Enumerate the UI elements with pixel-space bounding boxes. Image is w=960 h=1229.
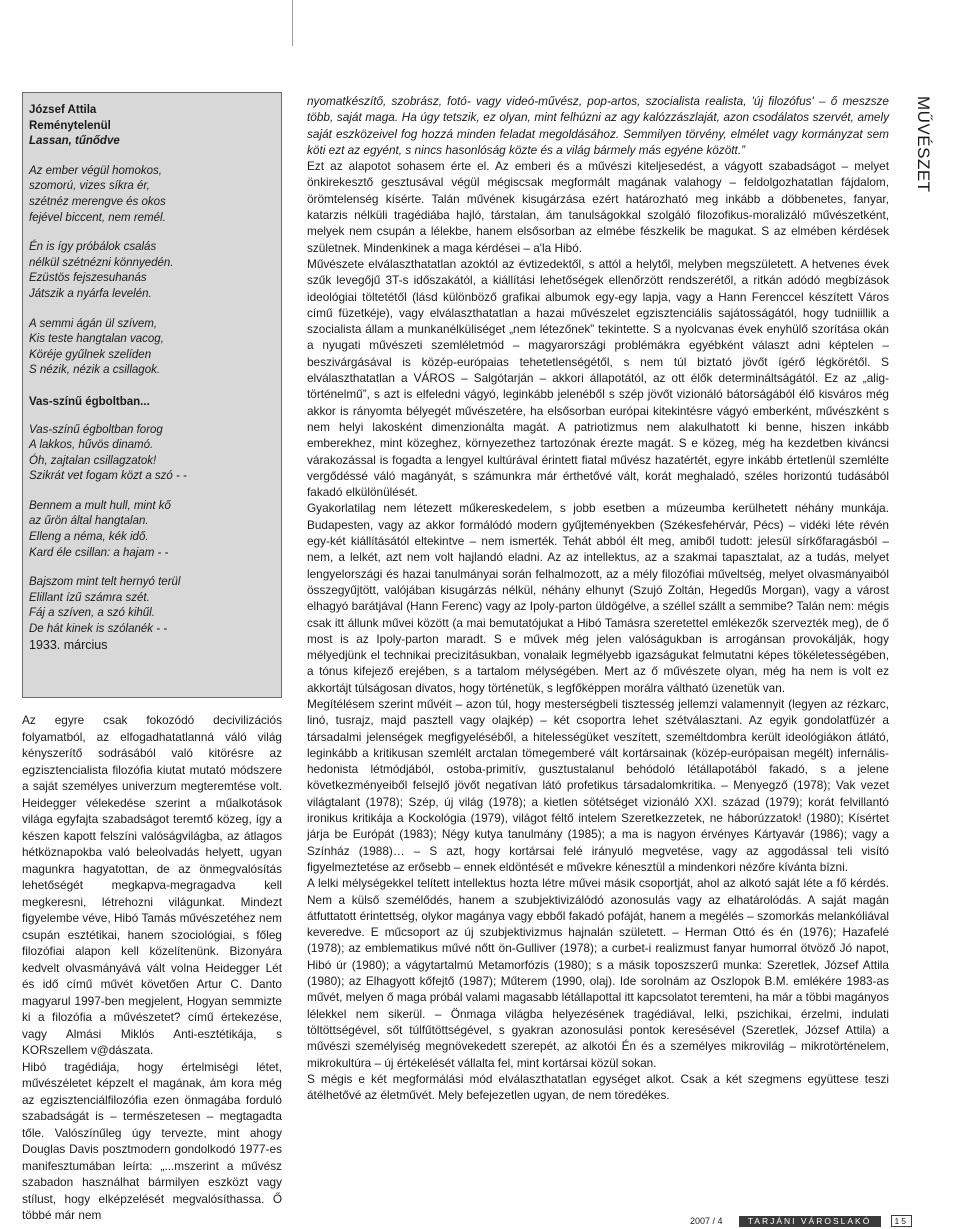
poem-date: 1933. március — [29, 637, 108, 652]
poem-stanza — [29, 499, 275, 561]
poem-stanza — [29, 164, 275, 226]
poem-section-stanzas — [29, 423, 275, 638]
poem-stanza — [29, 575, 275, 637]
issue-number: 2007 / 4 — [690, 1216, 723, 1226]
poem-stanzas — [29, 164, 275, 379]
poem-line: nélkül szétnézni könnyedén. — [29, 256, 174, 269]
paragraph: nyomatkészítő, szobrász, fotó- vagy videó-művész, pop-artos, szocialista realista, 'új filozófus' – ő meszsze több, saját maga. Ha úgy tetszik, ez olyan, mint felhúzni az agy kalózzászlaját, azon csodálatos szervét, amely saját eszközeivel fog hozzá minden feladat megoldásához. Semmilyen törvény, elmélet vagy kormányzat sem köti ezt az egyént, s nincs hasonlóság közte és a világ bármely más egyéne között.” — [307, 94, 889, 157]
poem-line: Óh, zajtalan csillagzatok! — [29, 454, 157, 467]
poem-line: Ezüstös fejszesuhanás — [29, 272, 147, 285]
poem-line: Játszik a nyárfa levelén. — [29, 287, 152, 300]
page-number: 15 — [891, 1215, 912, 1227]
paragraph: Művészete elválaszthatatlan azoktól az évtizedektől, s attól a helytől, melyben megszületett. A hetvenes évek szűk levegőjű 3T-s időszakától, a kiállítási lehetőségek ellenőrzött rendszerétől, a ritkán adódó megbízások ideológiai töltetétől (lásd különböző grafikai albumok egy-egy lapja, vagy a Hann Ferenccel készített Város című füzetkéje), vagy elválaszthatatlan a hazai művészelet egzisztenciális sajátosságától, hogy tudniillik a szocialista állam a munkanélküliséget „nem létezőnek” tekintette. S a nyolcvanas évek enyhülő szorítása okán a nyugati művészeti szemléletmód – magyarországi problémákra egyébként választ adni képtelen – beszivárgásával is közép-európaias tehetetlenségétől, s nem túl biztató jövőt ígérő légkörétől. S elválaszthatatlan a VÁROS – Salgótarján – akkori állapotától, az ott élők determináltságától. Ez az „alig-történelmű”, s azt is elfeledni vágyó, leginkább jelenéből s szép jövőt vizionáló bátorságából élő kisváros még akkor is rányomta bélyegét művészetére, ha elsősorban európai kitekintésre vágyó emberként, művészként s nem helyi lakosként dimenzionálta magát. A patriotizmus nem alakulhatott ki benne, hiszen inkább emberekhez, mint közeghez, környezethez tartozónak érezte magát. S e közeg, még ha kezdetben kiváncsi várakozással is fogadta a lengyel kultúrával érintett fiatal művész hazatértét, egyre inkább értetlenül szemlélte vergődéssé váló magányát, s számunkra már érthetővé vált, korát meghaladó, széles horizontú tudásából fakadó elkülönülését. — [307, 256, 889, 500]
poem-line: az űrön által hangtalan. — [29, 515, 149, 528]
section-label: MŰVÉSZET — [914, 96, 933, 193]
poem-line: De hát kinek is szólanék - - — [29, 623, 168, 636]
poem-box — [22, 92, 282, 698]
poem-line: Köréje gyűlnek szelíden — [29, 348, 152, 361]
poem-stanza — [29, 423, 275, 485]
top-divider-line — [292, 0, 293, 46]
poem-line: Fáj a szíven, a szó kihűl. — [29, 607, 155, 620]
poem-section-title: Vas-színű égboltban... — [29, 395, 150, 408]
poem-line: A semmi ágán ül szívem, — [29, 317, 158, 330]
poem-line: A lakkos, hűvös dinamó. — [29, 439, 154, 452]
poem-line: Bennem a mult hull, mint kő — [29, 499, 171, 512]
paragraph: Gyakorlatilag nem létezett műkereskedelem, s jobb esetben a múzeumba kerülhetett néhány munkája. Budapesten, vagy az akkor formálódó modern gyűjteményekben (Székesfehérvár, Pécs) – vidéki léte révén egy-két kiállításától eltekintve – nem ismerték. Tehát abból élt meg, amiből tudott: jelesül sírkőfaragásból – nem, a lelkét, azt nem volt hajlandó eladni. Az az intellektus, az a szakmai tapasztalat, az a tudás, melyet lengyelországi és hazai tanulmányai során felhalmozott, az a mély filozófiai műveltség, melyet olvasmányaiból összegyűjtött, valójában kisugárzás nélkül, néhány elhunyt (Szujó Zoltán, Hegedűs Morgan), vagy a várost elhagyó barátjával (Hann Ferenc) vagy az Ipoly-parton üldögélve, a széllel szállt a semmibe? Talán nem: mégis csak itt állunk művei között (a mai bemutatójukat a Hibó Tamásra szeretettel emlékezők szervezték meg), de ő most is az Ipoly-parton maradt. S e művek még jelen valóságukban is arrogánsan provokálják, hogy mélyedjünk el technikai precizitásukban, vonalaik legmélyebb igazságukat felmutatni képes tökéletességében, a tónus kifejező erejében, s a tartalom mélységében. Mert az ő művészete olyan, még ha nem is volt ez akkortájt túlságosan divatos, hogy történetük, s legfőképpen morálra váltható üzenetük van. — [307, 501, 889, 695]
poem-line: Vas-színű égboltban forog — [29, 423, 163, 436]
poem-line: fejével biccent, nem remél. — [29, 211, 166, 224]
poem-line: Szikrát vet fogam közt a szó - - — [29, 470, 187, 483]
poem-subtitle: Lassan, tűnődve — [29, 135, 120, 148]
paragraph: S mégis e két megformálási mód elválaszthatatlan egységet alkot. Csak a két szegmens együttese teszi átélhetővé az életművét. Mely befejezetlen ugyan, de nem töredékes. — [307, 1071, 889, 1103]
paragraph: Az egyre csak fokozódó decivilizációs folyamatból, az elfogadhatatlanná váló világ kényszerítő sodrásából való kitörésre az egzisztencialista filozófia kiutat mutató módszere a saját személyes univerzum megteremtése volt. Heidegger vélekedése szerint a műalkotások világa egyfajta szabadságot teremtő közeg, így a készen kapott felszíni valóságvilágba, az átlagos hétköznapokba való beleolvadás helyett, ugyan magunkra hagyatottan, de az önmegvalósítás lehetőségét megkapva-megragadva kell megkeresni, létrehozni világunkat. Mindezt figyelembe véve, Hibó Tamás művészetéhez nem csupán esztétikai, hanem szociológiai, s főleg filozófiai alapon kell közelítenünk. Bizonyára kedvelt olvasmányává vált volna Heidegger Lét és idő című művét követően Artur C. Danto magyarul 1997-ben megjelent, Hogyan semmizte ki a filozófia a művészetet? című értekezése, vagy Almási Miklós Anti-esztétikája, s KORszellem v@dászata. — [22, 713, 282, 1057]
paragraph: Megítélésem szerint művéit – azon túl, hogy mesterségbeli tisztesség jellemzi valamennyit (legyen az rézkarc, linó, tusrajz, majd pasztell vagy olajkép) – két csoportra lehet szétválasztani. Az egyik gondolatfüzér a társadalmi jelenségek megfigyeléséből, a hitelességüket veszített, személtdombra került ideológiákon átlátó, leginkább a kritikusan szemlélt arctalan tömegemberé vált kortársainak (közép-európaisan megélt) infernális-hedonista létmódjából, ostoba-primitív, gusztustalanul behódoló létállapotából fakadó, s a jelene következményeiből felsejlő jövőt negatívan látó profetikus társadalomkritika. – Menyegző (1978); Vak vezet világtalant (1978); Szép, új világ (1978); a kietlen sötétséget vizionáló XXI. század (1979); korát felvillantó ironikus kritikája a Kockológia (1979), világot féltő intelem Szeretkezzetek, ne háborúzzatok! (1980); Kísértet járja be Európát (1983); Négy kutya tanulmány (1985); a ma is nagyon érvényes Kártyavár (1986); vagy a Színház (1988)… – S azt, hogy kortársai felé irányuló megvetése, vagy az aggodással teli visító figyelmeztetése az erősebb – ennek eldöntését e művekre kénesztül a mindenkori nézőre kívánta bízni. — [307, 696, 889, 874]
journal-name: TARJÁNI VÁROSLAKÓ — [739, 1216, 881, 1227]
right-article-column — [307, 93, 889, 1103]
paragraph: Hibó tragédiája, hogy értelmiségi létet, művészéletet képzelt el magának, ám kora még az egzisztenciálfilozófia ezen önmagába forduló szabadságát is – természetesen – megtagadta tőle. Valószínűleg úgy tervezte, mint ahogy Douglas Davis posztmodern gondolkodó 1977-es manifesztumában leírta: „...mszerint a művész szabadon használhat bármilyen eszközt vagy stílust, hogy elképzelését megvalósíthassa. Ő többé már nem — [22, 1059, 282, 1222]
page-footer — [690, 1215, 912, 1227]
paragraph: Ezt az alapotot sohasem érte el. Az emberi és a művészi kiteljesedést, a vágyott szabadságot – melyet önkirekesztő gesztusával végül mégiscsak megformált magának valahogy – feldolgozhatatlan fájdalom, örömtelenség kísérte. Talán művének kisugárzása ezért határozható meg inkább a döbbenetes, fanyar, katarzis nélküli tragédiába hajló, társtalan, ám tanulságokkal szolgáló filozofikus-moralizáló művészetként, melyek nem csupán a lélekbe, hanem elsősorban az elmébe fészkelik be magukat. S az elmében kérdések születnek. Mindenkinek a maga kérdései – a'la Hibó. — [307, 159, 889, 255]
poem-line: Bajszom mint telt hernyó terül — [29, 576, 181, 589]
paragraph: A lelki mélységekkel telített intellektus hozta létre művei másik csoportját, ahol az alkotó saját léte a fő kérdés. Nem a külső személődés, hanem a szubjektivizálódó azonosulás vagy az elhatárolódás. A saját magán átfuttatott érintettség, olykor magánya vagy ebből fakadó pofáját, hanem a megélés – szomorkás melankóliával keveredve. E műcsoport az új szubjektivizmus hajnalán született. – Herman Ottó és én (1976); Hazafelé (1978); az emblematikus művé nőtt ön-Gulliver (1978); a curbet-i realizmust fanyar humorral ötvöző Jó napot, Hibó úr (1980); a vágytartalmú Metamorfózis (1980); s a másik toposzszerű munka: Szeretlek, József Attila (1980); az Elhagyott kőfejtő (1987); Műterem (1990, olaj). Ide sorolnám az Oszlopok B.M. emlékére 1983-as művét, melyen ő maga próbál valami magasabb létállapottal itt kapcsolatot teremteni, ha már a többi magányos lélekkel nem sikerül. – Önmaga világba helyezésének tragédiával, lelki, pszichikai, érzelmi, indulati töltöttségével, sőt túlfűtöttségével, s gyakran azonosulási pontok keresésével (Szeretlek, József Attila) a művészi személyiség megnövekedett szerepét, az alkotói Én és a személyes mikrovilág – mikrotörténelem, mikrokultúra – új értékelését vállalta fel, mint kortársai közül sokan. — [307, 876, 889, 1070]
poem-title: Reménytelenül — [29, 119, 111, 132]
poem-line: Én is így próbálok csalás — [29, 241, 157, 254]
left-article-column — [22, 712, 282, 1224]
poem-stanza — [29, 317, 275, 379]
poem-line: Kard éle csillan: a hajam - - — [29, 546, 169, 559]
poem-line: szomorú, vizes síkra ér, — [29, 180, 150, 193]
poem-line: szétnéz merengve és okos — [29, 195, 166, 208]
poem-line: Kis teste hangtalan vacog, — [29, 333, 164, 346]
poem-line: Elleng a néma, kék idő. — [29, 531, 149, 544]
poem-author: József Attila — [29, 104, 97, 116]
poem-line: S nézik, nézik a csillagok. — [29, 364, 161, 377]
poem-stanza — [29, 240, 275, 302]
poem-line: Elillant ízű számra szét. — [29, 591, 150, 604]
poem-line: Az ember végül homokos, — [29, 164, 162, 177]
